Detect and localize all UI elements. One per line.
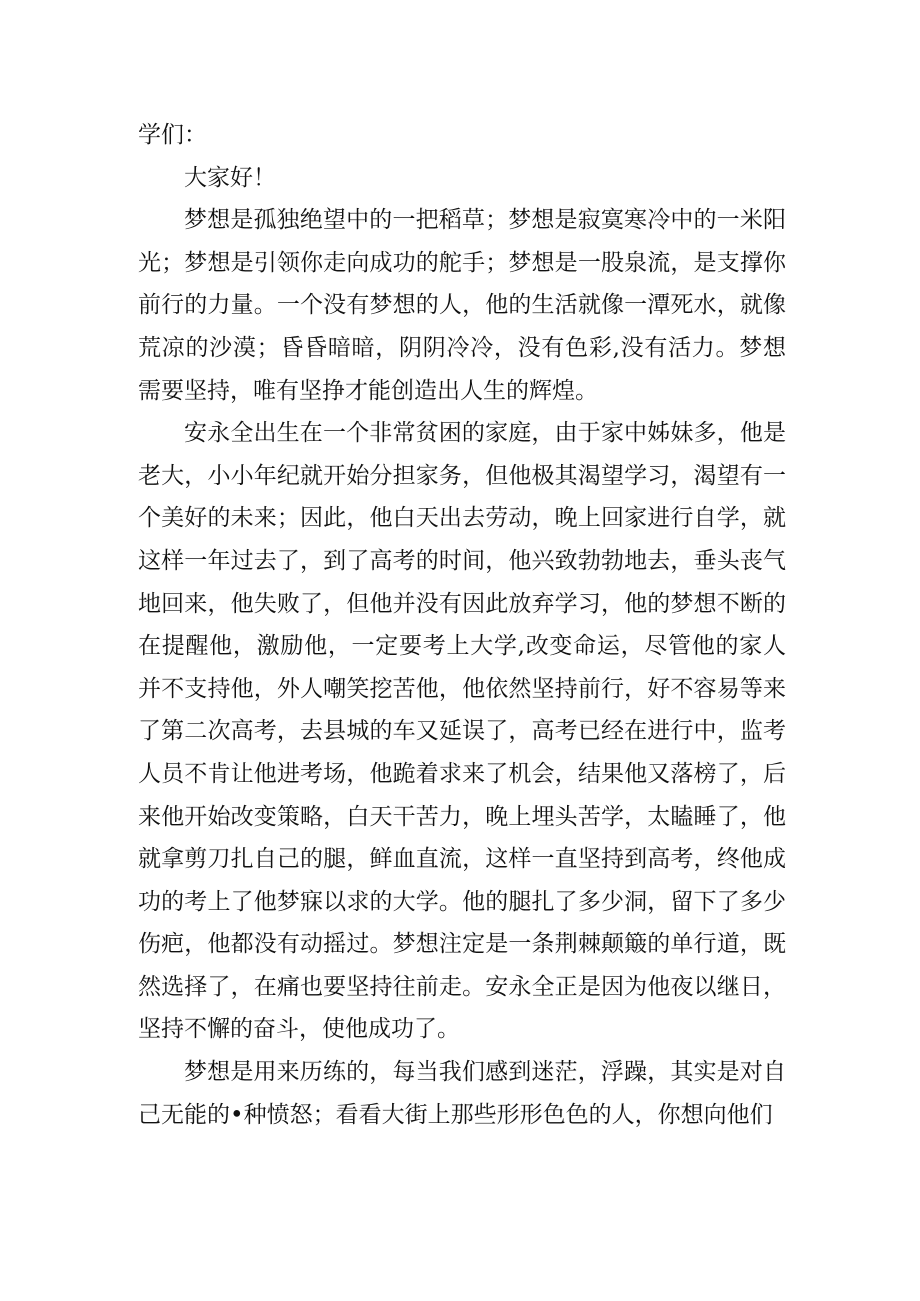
paragraph-dream-definition: 梦想是孤独绝望中的一把稻草；梦想是寂寞寒冷中的一米阳光；梦想是引领你走向成功的舵手；梦想是一股泉流，是支撑你前行的力量。一个没有梦想的人，他的生活就像一潭死水，就像荒凉的沙漠；昏昏暗暗，阴阴冷冷，没有色彩,没有活力。梦想需要坚持，唯有坚挣才能创造出人生的辉煌。	[138, 207, 786, 404]
speech-text	[138, 114, 786, 1136]
greeting-continuation: 学们：	[138, 122, 207, 148]
paragraph-dream-training: 梦想是用来历练的，每当我们感到迷茫，浮躁，其实是对自己无能的•种愤怒；看看大街上那些形形色色的人，你想向他们	[138, 1059, 786, 1128]
greeting: 大家好！	[184, 164, 276, 191]
paragraph-an-yongquan-story: 安永全出生在一个非常贫困的家庭，由于家中姊妹多，他是老大，小小年纪就开始分担家务，但他极其渴望学习，渴望有一个美好的未来；因此，他白天出去劳动，晚上回家进行自学，就这样一年过去了，到了高考的时间，他兴致勃勃地去，垂头丧气地回来，他失败了，但他并没有因此放弃学习，他的梦想不断的在提醒他，激励他，一定要考上大学,改变命运，尽管他的家人并不支持他，外人嘲笑挖苦他，他依然坚持前行，好不容易等来了第二次高考，去县城的车又延误了，高考已经在进行中，监考人员不肯让他进考场，他跪着求来了机会，结果他又落榜了，后来他开始改变策略，白天干苦力，晚上埋头苦学，太瞌睡了，他就拿剪刀扎自己的腿，鲜血直流，这样一直坚持到高考，终他成功的考上了他梦寐以求的大学。他的腿扎了多少洞，留下了多少伤疤，他都没有动摇过。梦想注定是一条荆棘颠簸的单行道，既然选择了，在痛也要坚持往前走。安永全正是因为他夜以继日，坚持不懈的奋斗，使他成功了。	[138, 420, 786, 1043]
